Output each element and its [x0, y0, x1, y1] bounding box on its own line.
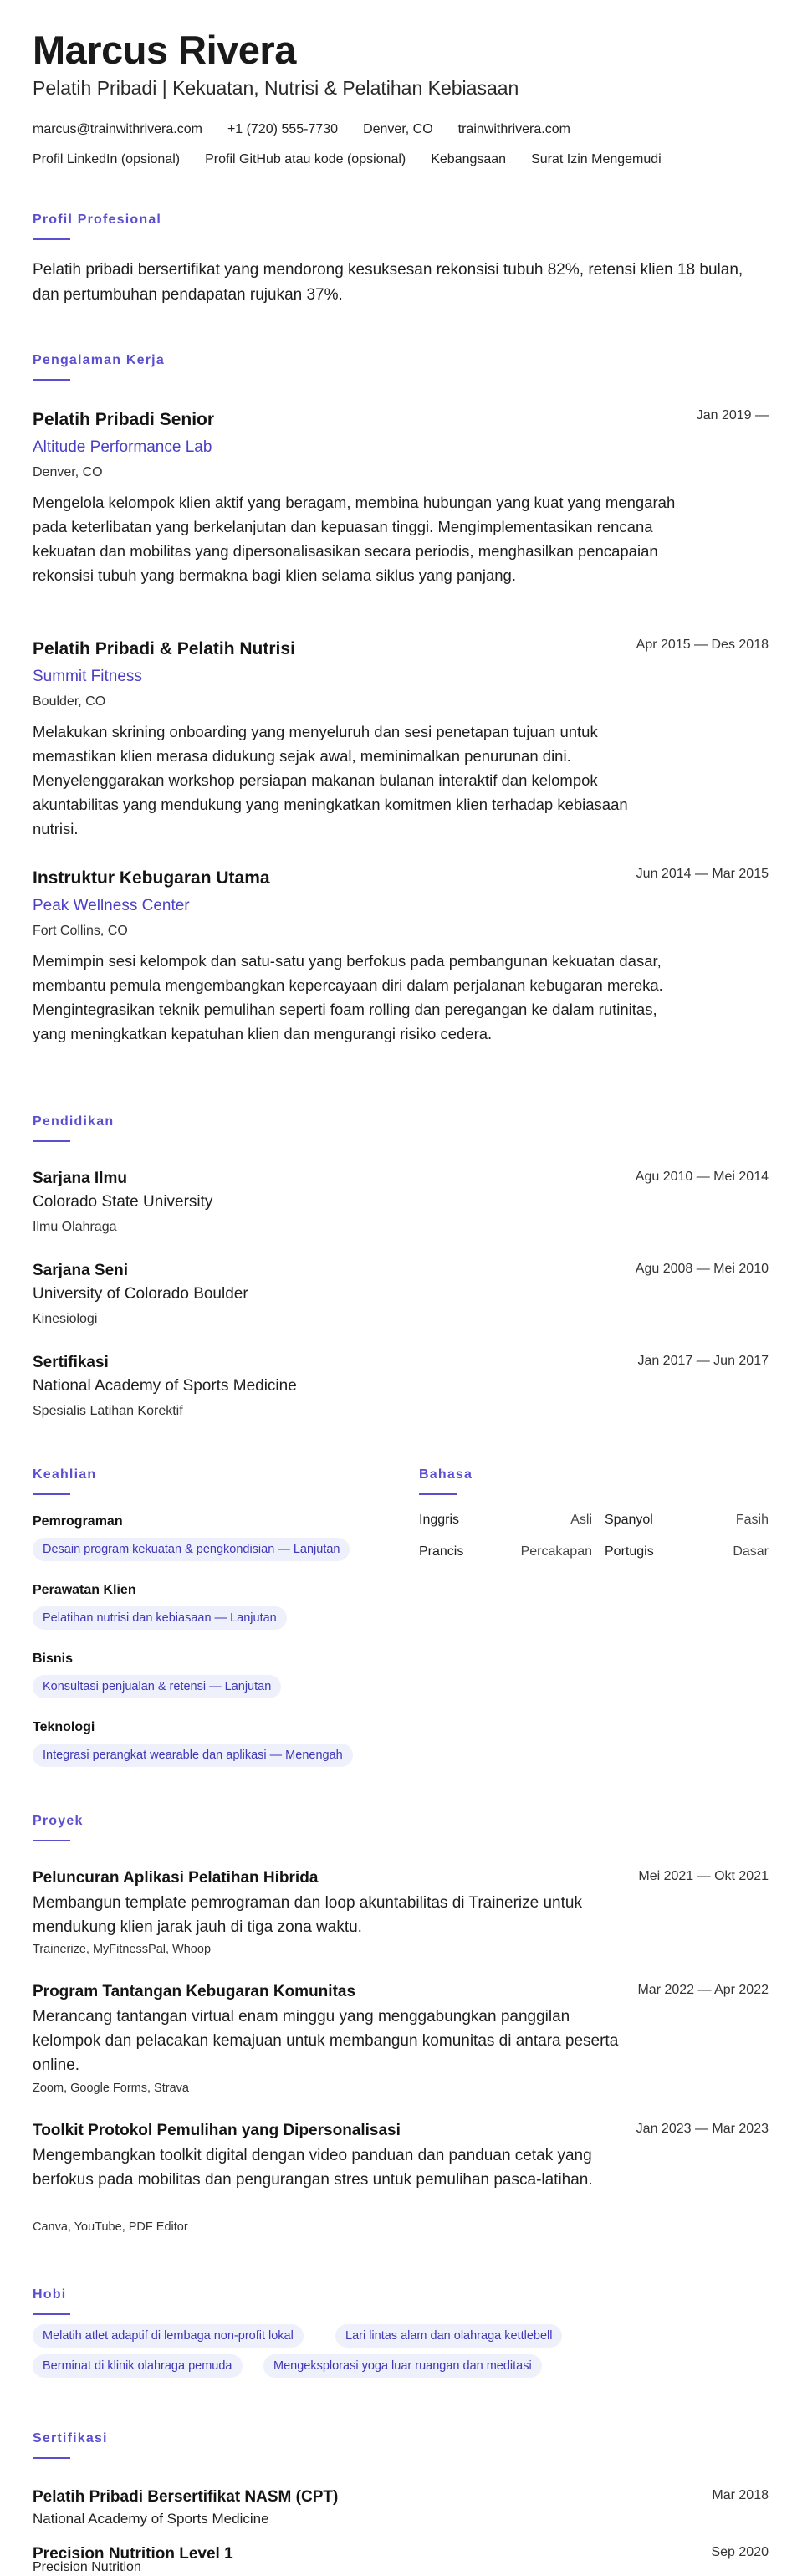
- project-title: Peluncuran Aplikasi Pelatihan Hibrida: [33, 1869, 319, 1887]
- job-title: Instruktur Kebugaran Utama: [33, 868, 270, 888]
- school-name: National Academy of Sports Medicine: [33, 1377, 297, 1395]
- education-dates: Agu 2008 — Mei 2010: [635, 1262, 769, 1276]
- skill-tag: Konsultasi penjualan & retensi — Lanjutan: [33, 1675, 281, 1698]
- project-description: Membangun template pemrograman dan loop akuntabilitas di Trainerize untuk mendukung klien jarak jauh di tiga zona waktu.: [33, 1894, 582, 1936]
- job-dates: Jun 2014 — Mar 2015: [636, 867, 769, 881]
- certification-issuer: Precision Nutrition: [33, 2560, 141, 2574]
- phone-text: +1 (720) 555-7730: [227, 122, 339, 136]
- skill-tag: Integrasi perangkat wearable dan aplikasi — Menengah: [33, 1744, 353, 1767]
- field-of-study: Kinesiologi: [33, 1312, 98, 1326]
- headline: Pelatih Pribadi | Kekuatan, Nutrisi & Pelatihan Kebiasaan: [33, 77, 519, 99]
- section-heading-education: Pendidikan: [33, 1114, 115, 1129]
- section-divider: [33, 1493, 70, 1495]
- location-text: Denver, CO: [363, 122, 433, 136]
- job-location: Boulder, CO: [33, 694, 106, 709]
- company-name: Altitude Performance Lab: [33, 438, 212, 456]
- education-dates: Jan 2017 — Jun 2017: [637, 1354, 769, 1368]
- certification-issuer: National Academy of Sports Medicine: [33, 2511, 269, 2527]
- drivers-license-text: Surat Izin Mengemudi: [531, 152, 662, 166]
- language-level: Asli: [570, 1513, 592, 1527]
- degree: Sertifikasi: [33, 1354, 109, 1371]
- job-description: Memimpin sesi kelompok dan satu-satu yang berfokus pada pembangunan kekuatan dasar, membantu pemula mengembangkan kepercayaan diri dalam perjalanan kebugaran mereka. Mengintegrasikan teknik pemulihan seperti foam rolling dan peregangan ke dalam rutinitas, yang meningkatkan kepatuhan klien dan mengurangi risiko cedera.: [33, 952, 663, 1042]
- language-name: Portugis: [605, 1544, 654, 1559]
- job-location: Fort Collins, CO: [33, 924, 128, 938]
- project-description: Merancang tantangan virtual enam minggu yang menggabungkan panggilan kelompok dan pelacakan kemajuan untuk membangun komunitas di antara peserta online.: [33, 2008, 619, 2074]
- contact-row: [33, 122, 570, 137]
- section-heading-skills: Keahlian: [33, 1467, 97, 1482]
- project-title: Toolkit Protokol Pemulihan yang Dipersonalisasi: [33, 2122, 401, 2139]
- education-dates: Agu 2010 — Mei 2014: [635, 1170, 769, 1184]
- certification-title: Pelatih Pribadi Bersertifikat NASM (CPT): [33, 2488, 339, 2506]
- section-heading-experience: Pengalaman Kerja: [33, 353, 165, 367]
- job-dates: Apr 2015 — Des 2018: [636, 638, 769, 652]
- skill-tag: Pelatihan nutrisi dan kebiasaan — Lanjutan: [33, 1606, 287, 1630]
- certification-title: Precision Nutrition Level 1: [33, 2545, 233, 2563]
- section-divider: [419, 1493, 457, 1495]
- linkedin-link[interactable]: Profil LinkedIn (opsional): [33, 152, 181, 166]
- project-dates: Jan 2023 — Mar 2023: [636, 2122, 769, 2136]
- section-heading-certifications: Sertifikasi: [33, 2431, 108, 2445]
- job-description: Mengelola kelompok klien aktif yang beragam, membina hubungan yang kuat yang mengarah pada keterlibatan yang berkelanjutan dan kepuasan tinggi. Mengimplementasikan rencana kekuatan dan mobilitas yang dipersonalisasikan secara periodis, menghasilkan pencapaian rekonsisi tubuh yang bermakna bagi klien selama siklus yang panjang.: [33, 494, 676, 584]
- website-link[interactable]: trainwithrivera.com: [457, 122, 570, 136]
- section-heading-hobbies: Hobi: [33, 2287, 67, 2302]
- language-name: Spanyol: [605, 1513, 653, 1527]
- project-description: Mengembangkan toolkit digital dengan video panduan dan panduan cetak yang berfokus pada mobilitas dan pengurangan stres untuk pemulihan pasca-latihan.: [33, 2147, 593, 2189]
- company-name: Peak Wellness Center: [33, 897, 190, 914]
- email-link[interactable]: marcus@trainwithrivera.com: [33, 122, 202, 136]
- job-dates: Jan 2019 —: [696, 408, 769, 423]
- field-of-study: Ilmu Olahraga: [33, 1220, 117, 1234]
- project-tools: Zoom, Google Forms, Strava: [33, 2082, 189, 2095]
- certification-date: Mar 2018: [712, 2488, 769, 2502]
- nationality-text: Kebangsaan: [431, 152, 507, 166]
- language-name: Inggris: [419, 1513, 460, 1527]
- job-location: Denver, CO: [33, 465, 103, 479]
- hobby-tag: Berminat di klinik olahraga pemuda: [33, 2354, 243, 2378]
- section-divider: [33, 2313, 70, 2315]
- hobby-tag: Melatih atlet adaptif di lembaga non-profit lokal: [33, 2324, 304, 2348]
- degree: Sarjana Seni: [33, 1262, 129, 1279]
- degree: Sarjana Ilmu: [33, 1170, 127, 1187]
- links-row: [33, 152, 662, 167]
- language-level: Percakapan: [520, 1544, 592, 1559]
- section-divider: [33, 1840, 70, 1841]
- project-dates: Mei 2021 — Okt 2021: [638, 1869, 769, 1883]
- section-divider: [33, 238, 70, 240]
- skill-category: Teknologi: [33, 1720, 95, 1734]
- job-title: Pelatih Pribadi & Pelatih Nutrisi: [33, 639, 295, 658]
- language-level: Fasih: [735, 1513, 769, 1527]
- company-name: Summit Fitness: [33, 668, 142, 685]
- job-title: Pelatih Pribadi Senior: [33, 410, 215, 429]
- hobby-tag: Mengeksplorasi yoga luar ruangan dan meditasi: [263, 2354, 542, 2378]
- field-of-study: Spesialis Latihan Korektif: [33, 1404, 183, 1418]
- section-heading-projects: Proyek: [33, 1814, 84, 1828]
- skill-category: Bisnis: [33, 1652, 74, 1666]
- candidate-name: Marcus Rivera: [33, 28, 296, 72]
- project-tools: Trainerize, MyFitnessPal, Whoop: [33, 1943, 212, 1956]
- school-name: Colorado State University: [33, 1193, 213, 1211]
- section-heading-summary: Profil Profesional: [33, 213, 162, 227]
- school-name: University of Colorado Boulder: [33, 1285, 248, 1303]
- section-divider: [33, 2457, 70, 2459]
- section-divider: [33, 1140, 70, 1142]
- skill-category: Pemrograman: [33, 1514, 123, 1529]
- job-description: Melakukan skrining onboarding yang menyeluruh dan sesi penetapan tujuan untuk memastikan klien merasa didukung sejak awal, meminimalkan penurunan dini. Menyelenggarakan workshop persiapan makanan bulanan interaktif dan kelompok akuntabilitas yang mendukung yang meningkatkan komitmen klien terhadap kebiasaan nutrisi.: [33, 723, 628, 837]
- section-heading-languages: Bahasa: [419, 1467, 473, 1482]
- skill-category: Perawatan Klien: [33, 1583, 136, 1597]
- summary-text: Pelatih pribadi bersertifikat yang mendorong kesuksesan rekonsisi tubuh 82%, retensi klien 18 bulan, dan pertumbuhan pendapatan rujukan 37%.: [33, 261, 743, 304]
- project-dates: Mar 2022 — Apr 2022: [637, 1983, 769, 1997]
- github-link[interactable]: Profil GitHub atau kode (opsional): [205, 152, 406, 166]
- language-name: Prancis: [419, 1544, 464, 1559]
- project-title: Program Tantangan Kebugaran Komunitas: [33, 1983, 356, 2000]
- certification-date: Sep 2020: [711, 2545, 769, 2559]
- language-level: Dasar: [733, 1544, 769, 1559]
- section-divider: [33, 379, 70, 381]
- project-tools: Canva, YouTube, PDF Editor: [33, 2220, 188, 2234]
- hobby-tag: Lari lintas alam dan olahraga kettlebell: [335, 2324, 562, 2348]
- skill-tag: Desain program kekuatan & pengkondisian — Lanjutan: [33, 1538, 350, 1561]
